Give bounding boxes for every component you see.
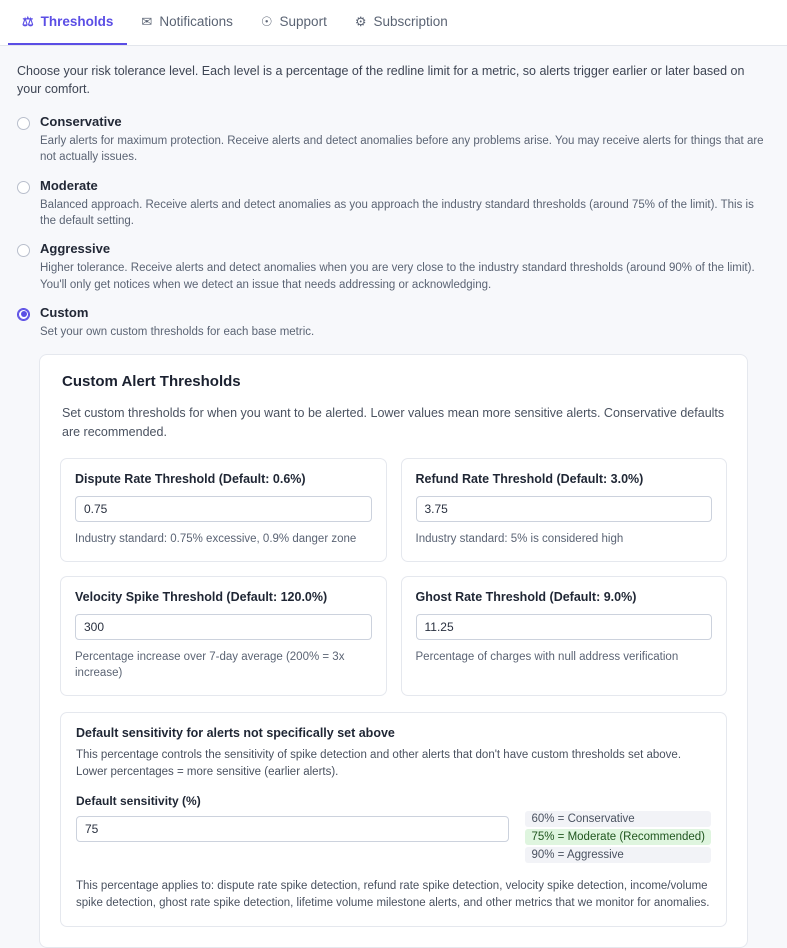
tab-subscription-label: Subscription: [373, 14, 448, 29]
field-ghost-rate-hint: Percentage of charges with null address verification: [415, 650, 679, 663]
default-sensitivity-input[interactable]: [76, 816, 509, 842]
field-velocity-spike-hint: Percentage increase over 7-day average (200% = 3x increase): [75, 650, 345, 680]
default-sensitivity-input-label: Default sensitivity (%): [76, 793, 201, 808]
dispute-rate-input[interactable]: [75, 496, 372, 522]
option-custom-title[interactable]: Custom: [40, 304, 89, 320]
field-velocity-spike-label: Velocity Spike Threshold (Default: 120.0%): [75, 589, 328, 604]
option-moderate[interactable]: [17, 178, 772, 230]
tab-support[interactable]: [247, 0, 341, 45]
default-sensitivity-title: Default sensitivity for alerts not specifically set above: [76, 726, 395, 741]
field-refund-rate-hint: Industry standard: 5% is considered high: [415, 532, 624, 545]
field-ghost-rate-label: Ghost Rate Threshold (Default: 9.0%): [415, 589, 637, 604]
option-moderate-desc: Balanced approach. Receive alerts and detect anomalies as you approach the industry standard thresholds (around 75% of the limit). This is the default setting.: [40, 198, 754, 228]
field-ghost-rate: [401, 576, 728, 697]
option-aggressive-desc: Higher tolerance. Receive alerts and detect anomalies when you are very close to the industry standard thresholds (around 90% of the limit). You'll only get notices when we detect an issue that needs addressing or acknowledging.: [40, 262, 755, 291]
refund-rate-input[interactable]: [416, 496, 713, 522]
tab-notifications[interactable]: [127, 0, 246, 45]
field-dispute-rate-label: Dispute Rate Threshold (Default: 0.6%): [75, 471, 306, 486]
panel-subtitle: Set custom thresholds for when you want to be alerted. Lower values mean more sensitive alerts. Conservative defaults are recommended.: [62, 406, 725, 439]
custom-thresholds-panel: [39, 354, 748, 948]
velocity-spike-input[interactable]: [75, 614, 372, 640]
tab-subscription[interactable]: [341, 0, 462, 45]
default-sensitivity-desc: This percentage controls the sensitivity of spike detection and other alerts that don't have custom thresholds set above. Lower percentages = more sensitive (earlier alerts).: [76, 749, 682, 779]
lifebuoy-icon: ☉: [260, 14, 273, 29]
option-custom[interactable]: [17, 305, 772, 340]
bell-icon: ✉: [141, 14, 153, 29]
radio-custom[interactable]: [17, 308, 30, 321]
tab-thresholds[interactable]: [8, 0, 127, 45]
legend-item-conservative: 60% = Conservative: [525, 811, 711, 827]
thresholds-page: [0, 46, 787, 948]
tab-support-label: Support: [279, 14, 327, 29]
panel-title: Custom Alert Thresholds: [62, 373, 241, 391]
default-sensitivity-footnote: This percentage applies to: dispute rate spike detection, refund rate spike detection, velocity spike detection, income/volume spike detection, ghost rate spike detection, lifetime volume milestone alerts, and other metrics that we monitor for anomalies.: [76, 879, 710, 909]
card-icon: ⚙: [354, 14, 367, 29]
radio-conservative[interactable]: [17, 117, 30, 130]
option-moderate-title[interactable]: Moderate: [40, 177, 98, 193]
page-intro: Choose your risk tolerance level. Each level is a percentage of the redline limit for a metric, so alerts trigger earlier or later based on your comfort.: [17, 64, 745, 97]
field-refund-rate: [401, 458, 728, 562]
radio-aggressive[interactable]: [17, 244, 30, 257]
option-custom-desc: Set your own custom thresholds for each base metric.: [40, 325, 315, 338]
option-conservative-title[interactable]: Conservative: [40, 114, 122, 130]
legend-item-aggressive: 90% = Aggressive: [525, 847, 711, 863]
default-sensitivity-card: [60, 712, 727, 927]
option-conservative[interactable]: [17, 114, 772, 166]
legend-item-moderate: 75% = Moderate (Recommended): [525, 829, 711, 845]
tab-thresholds-label: Thresholds: [40, 14, 114, 29]
field-dispute-rate-hint: Industry standard: 0.75% excessive, 0.9% danger zone: [75, 532, 357, 545]
radio-moderate[interactable]: [17, 181, 30, 194]
option-aggressive-title[interactable]: Aggressive: [40, 241, 111, 257]
option-conservative-desc: Early alerts for maximum protection. Receive alerts and detect anomalies before any problems arise. You may receive alerts for things that are not actually issues.: [40, 135, 764, 164]
tab-notifications-label: Notifications: [159, 14, 233, 29]
threshold-fields-grid: [60, 458, 727, 697]
field-refund-rate-label: Refund Rate Threshold (Default: 3.0%): [415, 471, 644, 486]
ghost-rate-input[interactable]: [416, 614, 713, 640]
tab-bar: [0, 0, 787, 46]
sensitivity-legend: [525, 794, 711, 865]
field-dispute-rate: [60, 458, 387, 562]
field-velocity-spike: [60, 576, 387, 697]
option-aggressive[interactable]: [17, 241, 772, 293]
sliders-icon: ⚖: [22, 14, 34, 29]
